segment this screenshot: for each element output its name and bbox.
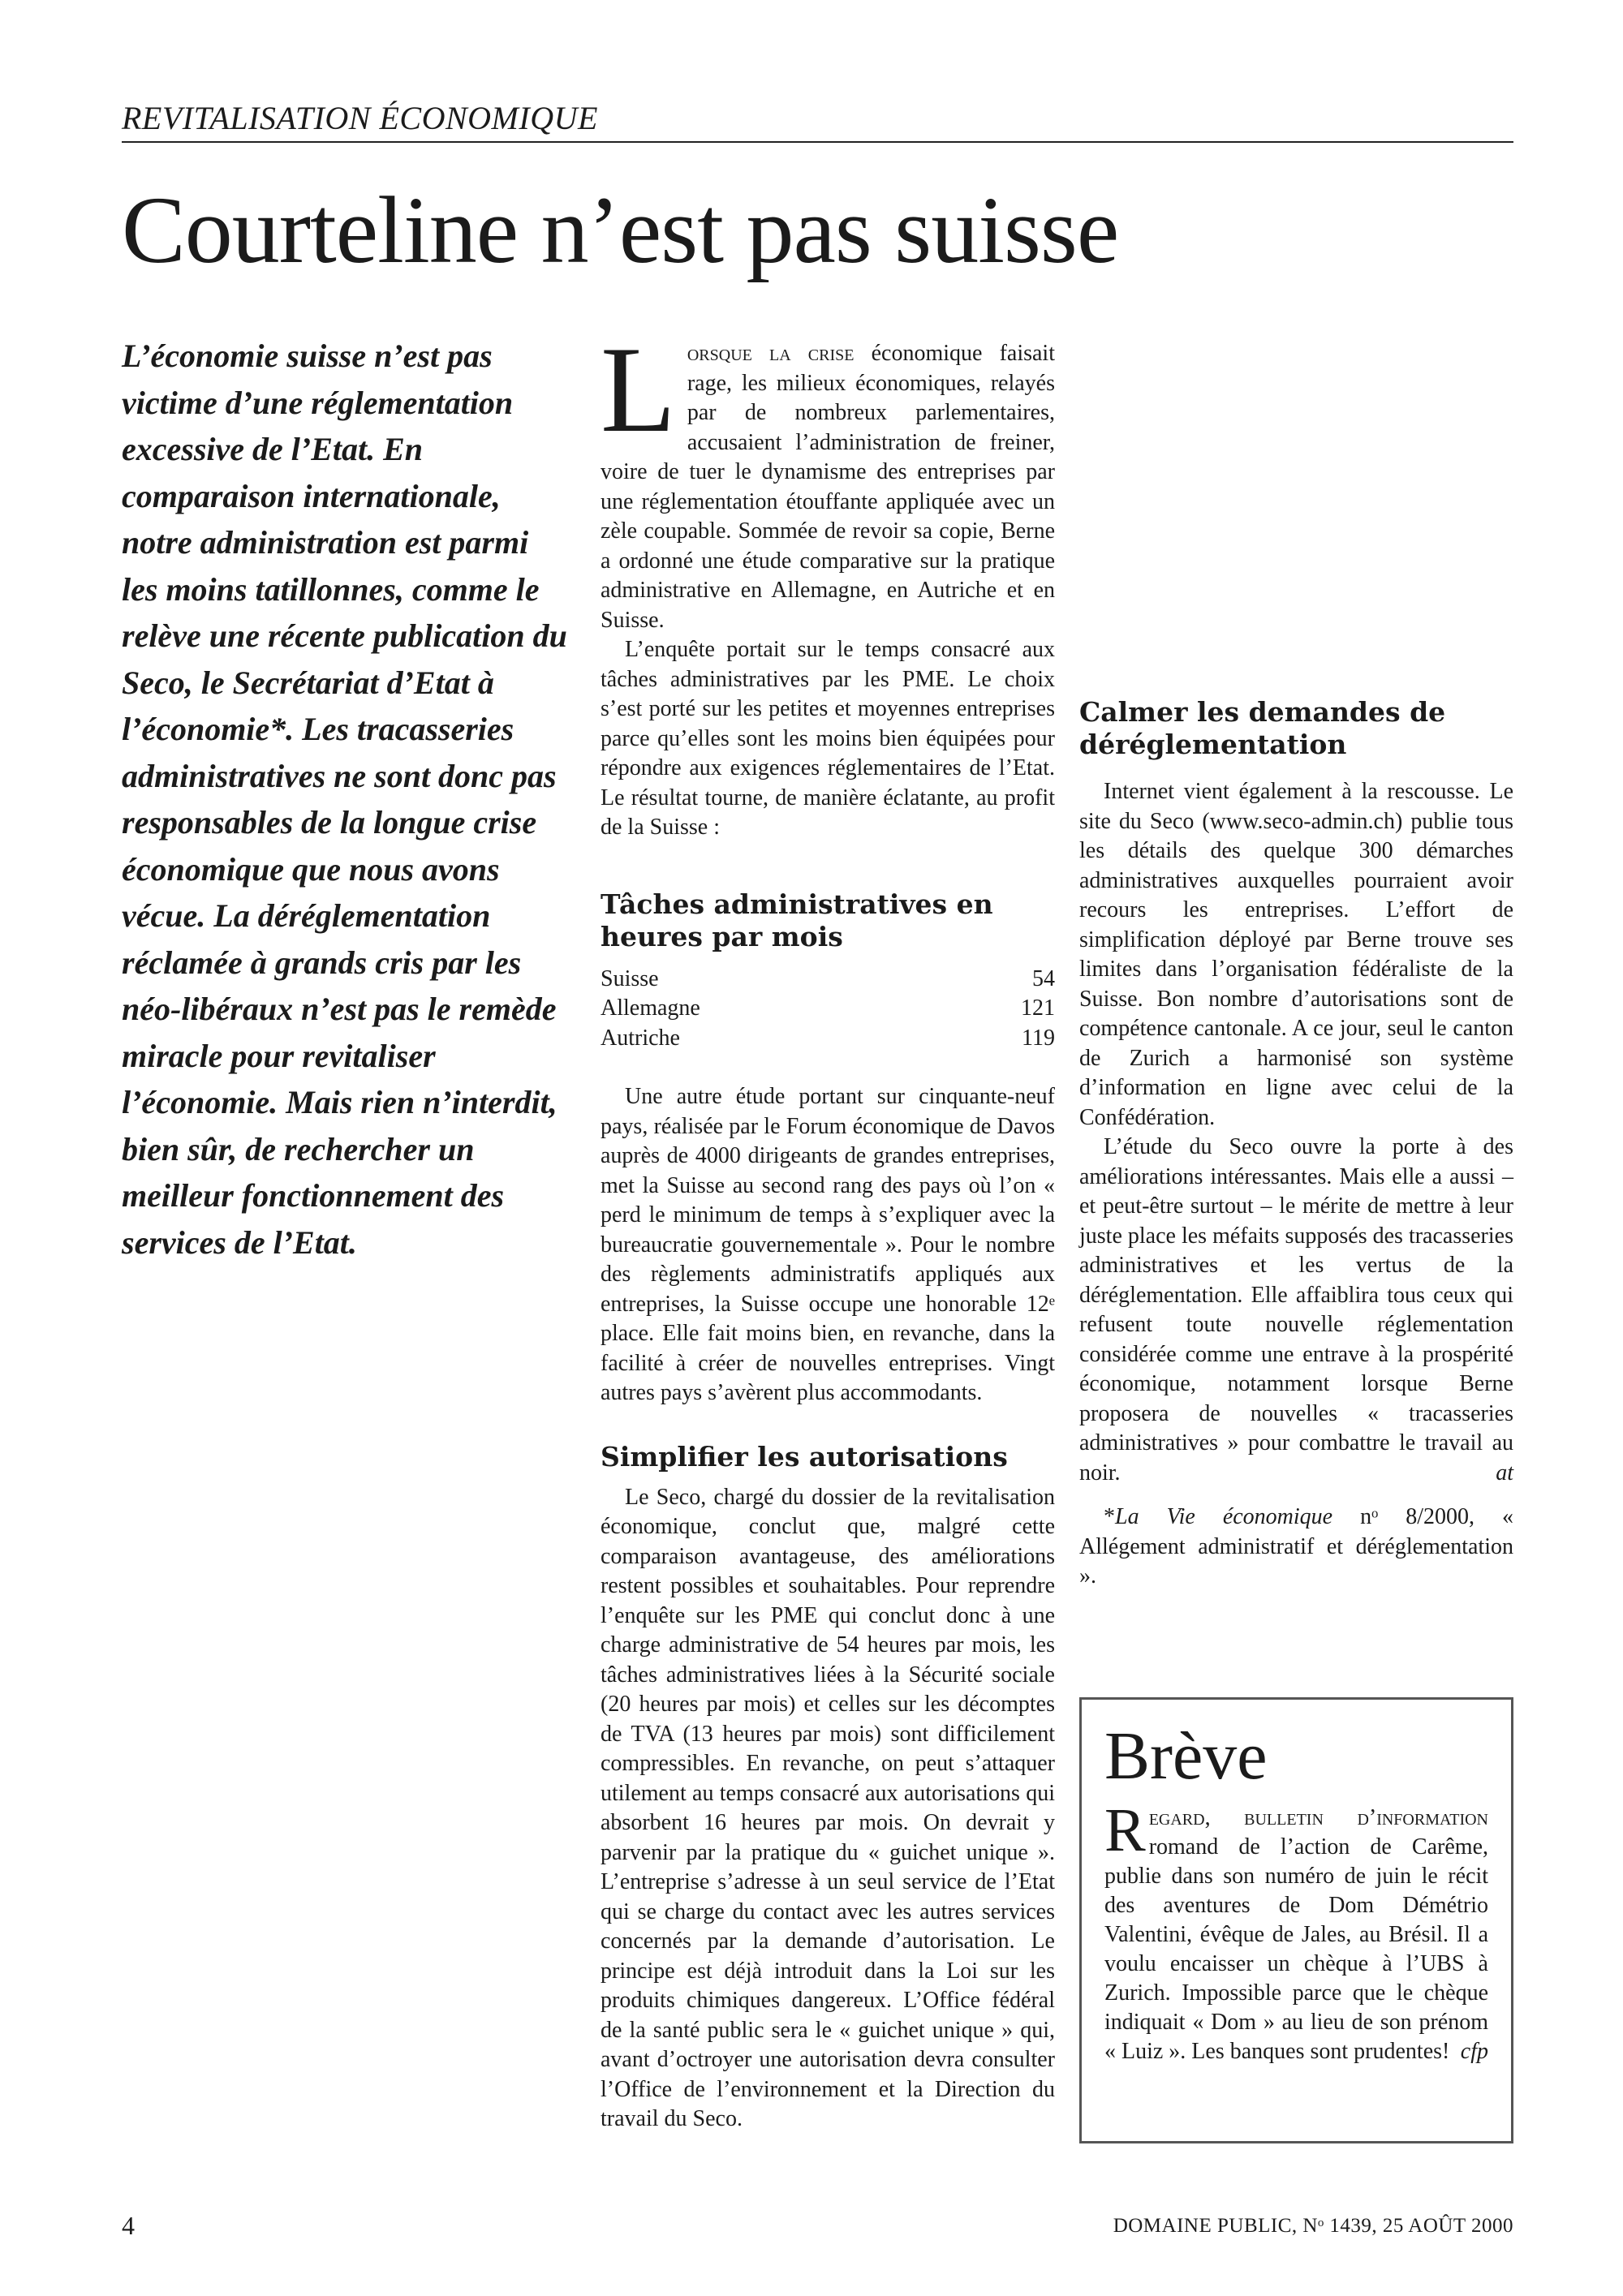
stats-country: Autriche	[601, 1025, 680, 1051]
paragraph-davos: Une autre étude portant sur cinquante-neuf pays, réalisée par le Forum économique de Davos auprès de 4000 dirigeants de grandes entreprises, met la Suisse au second rang des pays où l’on « perd le minimum de temps à s’expliquer avec la bureaucratie gouvernementale ». Pour le nombre des règlements administratifs appliqués aux entreprises, la Suisse occupe une honorable 12ᵉ place. Elle fait moins bien, en revanche, dans la facilité à créer de nouvelles entreprises. Vingt autres pays s’avèrent plus accommodants.	[601, 1084, 1055, 1405]
stats-row	[601, 994, 1055, 1024]
footnote-star: *	[1104, 1504, 1115, 1529]
paragraph-conclusion	[1079, 1133, 1513, 1488]
breve-signature: cfp	[1460, 2039, 1488, 2064]
footnote	[1079, 1503, 1513, 1592]
paragraph-intro-text: économique faisait rage, les milieux économiques, relayés par de nombreux parlementaires, accusaient l’administration de freiner, voire de tuer le dynamisme des entreprises par une réglementation étouffante appliquée avec un zèle coupable. Sommée de revoir sa copie, Berne a ordonné une étude comparative sur la pratique administrative en Allemagne, en Autriche et en Suisse.	[601, 341, 1055, 633]
stats-hours: 119	[1022, 1025, 1055, 1051]
breve-title: Brève	[1104, 1718, 1268, 1794]
section-rubric: REVITALISATION ÉCONOMIQUE	[122, 101, 1513, 143]
breve-drop-cap: R	[1104, 1796, 1146, 1864]
article-lead: L’économie suisse n’est pas victime d’une réglementation excessive de l’Etat. En comparaison internationale, notre administration est parmi les moins tatillonnes, comme le relève une récente publication du Seco, le Secrétariat d’Etat à l’économie*. Les tracasseries administratives ne sont donc pas responsables de la longue crise économique que nous avons vécue. La déréglementation réclamée à grands cris par les néo-libéraux n’est pas le remède miracle pour revitaliser l’économie. Mais rien n’interdit, bien sûr, de rechercher un meilleur fonctionnement des services de l’Etat.	[122, 338, 567, 1261]
subhead-stats: Tâches administratives en heures par mois	[601, 888, 993, 952]
breve-paragraph	[1104, 1796, 1488, 2066]
footnote-text: nᵒ 8/2000, « Allégement administratif et déréglementation ».	[1079, 1504, 1513, 1589]
article-headline: Courteline n’est pas suisse	[122, 177, 1119, 283]
stats-hours: 54	[1032, 965, 1055, 991]
article-column-2	[601, 321, 1055, 2135]
breve-small-caps: egard, bulletin d’information	[1148, 1805, 1488, 1830]
page-number: 4	[122, 2211, 135, 2240]
stats-table	[601, 965, 1055, 1054]
subhead-calmer: Calmer les demandes de déréglementation	[1079, 696, 1446, 760]
paragraph-survey: L’enquête portait sur le temps consacré aux tâches administratives par les PME. Le choix s’est porté sur les petites et moyennes entreprises parce qu’elles sont les moins bien équipées pour répondre aux exigences réglementaires de l’Etat. Le résultat tourne, de manière éclatante, au profit de la Suisse :	[601, 637, 1055, 840]
issue-line: DOMAINE PUBLIC, Nᵒ 1439, 25 AOÛT 2000	[1113, 2215, 1513, 2237]
footnote-publication: La Vie économique	[1115, 1504, 1333, 1529]
stats-hours: 121	[1021, 995, 1055, 1021]
paragraph-intro	[601, 321, 1055, 635]
paragraph-seco: Le Seco, chargé du dossier de la revitalisation économique, conclut que, malgré cette comparaison avantageuse, des améliorations restent possibles et souhaitables. Pour reprendre l’enquête sur les PME qui conclut donc à une charge administrative de 54 heures par mois, les tâches administratives liées à la Sécurité sociale (20 heures par mois) et celles sur les décomptes de TVA (13 heures par mois) sont difficilement compressibles. En revanche, on peut s’attaquer utilement au temps consacré aux autorisations qui absorbent 16 heures par mois. On devrait y parvenir par la pratique du « guichet unique ». L’entreprise s’adresse à un seul service de l’Etat qui se charge du contact avec les autres services concernés par la demande d’autorisation. Le principe est déjà introduit dans la Loi sur les produits chimiques dangereux. L’Office fédéral de la santé public sera le « guichet unique » qui, avant d’octroyer une autorisation devra consulter l’Office de l’environnement et la Direction du travail du Seco.	[601, 1484, 1055, 2131]
stats-country: Suisse	[601, 965, 659, 991]
stats-row	[601, 965, 1055, 995]
author-signature: at	[1496, 1460, 1513, 1486]
article-column-3	[1079, 339, 1513, 1592]
breve-text: romand de l’action de Carême, publie dans son numéro de juin le récit des aventures de Dom Démétrio Valentini, évêque de Jales, au Brésil. Il a voulu encaisser un chèque à l’UBS à Zurich. Impossible parce que le chèque indiquait « Dom » au lieu de son prénom « Luiz ». Les banques sont prudentes!	[1104, 1834, 1488, 2064]
small-caps-opening: orsque la crise	[687, 341, 855, 366]
stats-country: Allemagne	[601, 995, 700, 1021]
stats-row	[601, 1024, 1055, 1054]
paragraph-internet: Internet vient également à la rescousse. Le site du Seco (www.seco-admin.ch) publie tous les détails des quelque 300 démarches administratives auxquelles pourraient avoir recours les entreprises. L’effort de simplification déployé par Berne trouve ses limites dans l’organisation fédéraliste de la Suisse. Bon nombre d’autorisations sont de compétence cantonale. A ce jour, seul le canton de Zurich a harmonisé son système d’information en ligne avec celui de la Confédération.	[1079, 779, 1513, 1130]
drop-cap: L	[601, 321, 676, 458]
subhead-simplifier: Simplifier les autorisations	[601, 1440, 1008, 1473]
breve-box	[1079, 1697, 1513, 2143]
paragraph-conclusion-text: L’étude du Seco ouvre la porte à des améliorations intéressantes. Mais elle a aussi – et peut-être surtout – le mérite de mettre à leur juste place les méfaits supposés des tracasseries administratives et les vertus de la déréglementation. Elle affaiblira tous ceux qui refusent toute nouvelle réglementation considérée comme une entrave à la prospérité économique, notamment lorsque Berne proposera de nouvelles « tracasseries administratives » pour combattre le travail au noir.	[1079, 1134, 1513, 1486]
